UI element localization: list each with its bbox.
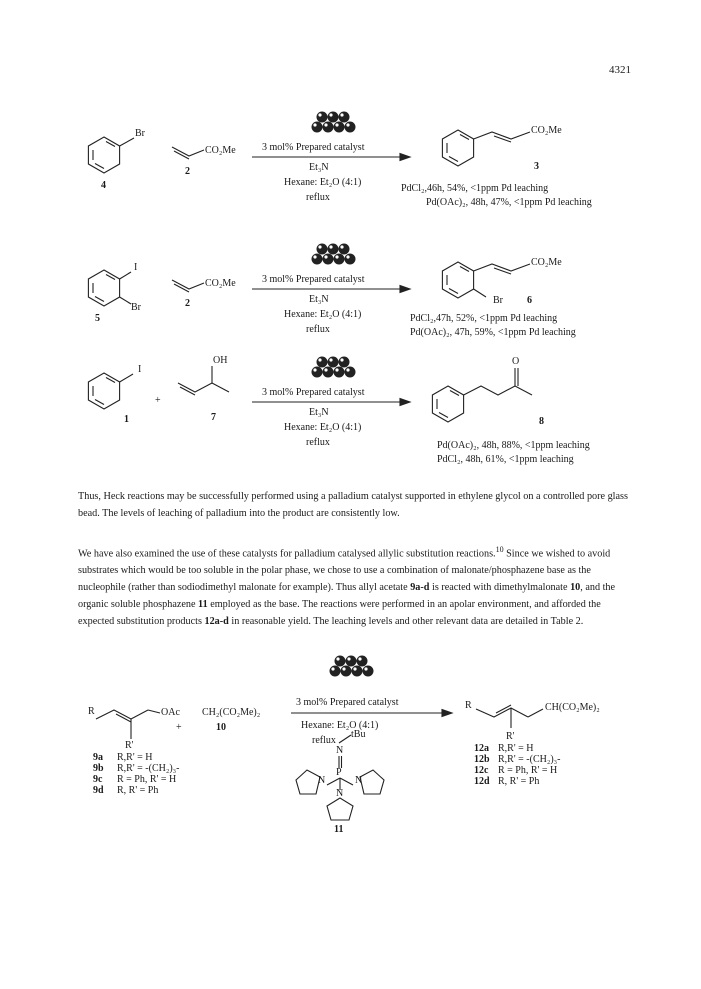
s4-reactant-desc: R,R' = -(CH₂)₃-: [117, 763, 180, 774]
s4-phosphazene-P: P: [336, 767, 342, 778]
s2-catalyst: 3 mol% Prepared catalyst: [262, 274, 365, 285]
s4-product-id: 12c: [474, 765, 489, 776]
s3-base: Et₃N: [309, 407, 329, 418]
paragraph-allylic-text: [78, 541, 628, 630]
s3-product-sub: O: [512, 356, 520, 367]
p2-b2: 10: [570, 582, 581, 594]
s2-base: Et₃N: [309, 294, 329, 305]
s4-product-id: 12b: [474, 754, 490, 765]
s1-reactant1-sub: Br: [135, 128, 145, 139]
s1-solvent: Hexane: Et₂O (4:1): [284, 177, 362, 188]
paragraph-allylic: [78, 541, 628, 630]
s3-reactant1-label: 1: [124, 414, 129, 425]
s4-product-id: 12a: [474, 743, 489, 754]
s3-reactant2-sub: OH: [213, 355, 228, 366]
s2-result2: Pd(OAc)₂, 47h, 59%, <1ppm Pd leaching: [410, 327, 576, 338]
p2-part4: , and the organic soluble phosphazene: [78, 582, 616, 611]
paragraph-heck-text: Thus, Heck reactions may be successfully performed using a palladium catalyst supported in ethylene glycol on a controlled pore glass bead. The levels of leaching of palladium into the product are consistently low.: [78, 491, 628, 519]
s2-solvent: Hexane: Et₂O (4:1): [284, 309, 362, 320]
s4-reactant-desc: R,R' = H: [117, 752, 153, 763]
s4-product-row: [474, 743, 560, 754]
s4-reactant-row: [93, 774, 179, 785]
s3-plus: +: [155, 395, 161, 406]
s4-reactant-id: 9b: [93, 763, 104, 774]
s3-product-label: 8: [539, 416, 544, 427]
s3-result2: PdCl₂, 48h, 61%, <1ppm leaching: [437, 454, 574, 465]
s1-conditions: reflux: [306, 192, 330, 203]
s4-phosphazene-N-right: N: [355, 775, 363, 786]
s4-product-Rp: R': [506, 731, 515, 742]
s4-base-label: 11: [334, 824, 344, 835]
s3-catalyst: 3 mol% Prepared catalyst: [262, 387, 365, 398]
s4-phosphazene-N-left: N: [318, 775, 326, 786]
s4-product-desc: R = Ph, R' = H: [498, 765, 558, 776]
s1-base: Et₃N: [309, 162, 329, 173]
s4-reactant-Rp: R': [125, 740, 134, 751]
s3-reactant2-label: 7: [211, 412, 216, 423]
s4-reactant-desc: R, R' = Ph: [117, 785, 159, 796]
s4-reactant-id: 9a: [93, 752, 103, 763]
p2-ref: 10: [495, 545, 504, 554]
s2-reactant2: CO₂Me: [205, 278, 236, 289]
s4-conditions: reflux: [312, 735, 336, 746]
paragraph-heck: [78, 488, 628, 522]
s4-reactant-R: R: [88, 706, 95, 717]
s2-product-label: 6: [527, 295, 532, 306]
s4-reactant-row: [93, 752, 179, 763]
s4-reactant-row: [93, 763, 179, 774]
s3-solvent: Hexane: Et₂O (4:1): [284, 422, 362, 433]
s4-phosphazene-N-bottom: N: [336, 788, 344, 799]
s4-product-list: [474, 743, 560, 787]
p2-part6: in reasonable yield. The leaching levels and other relevant data are detailed in Table 2.: [228, 616, 584, 628]
s4-catalyst: 3 mol% Prepared catalyst: [296, 697, 399, 708]
s1-product-sub: CO₂Me: [531, 125, 562, 136]
s1-result1: PdCl₂,46h, 54%, <1ppm Pd leaching: [401, 183, 549, 194]
s1-reactant2-label: 2: [185, 166, 190, 177]
s4-malonate: CH₂(CO₂Me)₂: [202, 707, 261, 718]
s4-reactant-OAc: OAc: [161, 707, 180, 718]
s4-reactant-list: [93, 752, 179, 796]
p2-part5: employed as the base. The reactions were performed in an apolar environment, and afforded the expected substitution products: [78, 599, 601, 628]
s4-product-desc: R, R' = Ph: [498, 776, 540, 787]
s4-product-row: [474, 754, 560, 765]
s4-reactant-id: 9c: [93, 774, 103, 785]
s2-result1: PdCl₂,47h, 52%, <1ppm Pd leaching: [410, 313, 558, 324]
s4-reactant-row: [93, 785, 179, 796]
s4-product-id: 12d: [474, 776, 490, 787]
s1-reactant1-label: 4: [101, 180, 106, 191]
s2-product-sub2: Br: [493, 295, 503, 306]
s4-plus: +: [176, 722, 182, 733]
s4-reactant-desc: R = Ph, R' = H: [117, 774, 177, 785]
s1-catalyst: 3 mol% Prepared catalyst: [262, 142, 365, 153]
s4-product-desc: R,R' = H: [498, 743, 534, 754]
s2-reactant1-label: 5: [95, 313, 100, 324]
s4-phosphazene-N-top: N: [336, 745, 344, 756]
s1-product-label: 3: [534, 161, 539, 172]
s1-reactant2: CO₂Me: [205, 145, 236, 156]
s2-conditions: reflux: [306, 324, 330, 335]
s1-result2: Pd(OAc)₂, 48h, 47%, <1ppm Pd leaching: [426, 197, 592, 208]
s2-reactant1-sub2: Br: [131, 302, 141, 313]
s2-reactant2-label: 2: [185, 298, 190, 309]
s2-reactant1-sub1: I: [134, 262, 138, 273]
p2-b3: 11: [198, 599, 208, 611]
s4-product-R: R: [465, 700, 472, 711]
page-number: 4321: [609, 64, 631, 76]
s4-tBu: tBu: [351, 729, 366, 740]
s4-product-desc: R,R' = -(CH₂)₃-: [498, 754, 561, 765]
s4-reactant-id: 9d: [93, 785, 104, 796]
p2-part2: Since we wished to avoid substrates which would be too soluble in the polar phase, we chose to use a combination of malonate/phosphazene base as the nucleophile (rather than sodiodimethyl malonate for example). Thus allyl acetate: [78, 548, 611, 594]
s4-malonate-label: 10: [216, 722, 226, 733]
s4-product-row: [474, 765, 560, 776]
s2-product-sub1: CO₂Me: [531, 257, 562, 268]
s4-product-row: [474, 776, 560, 787]
s4-solvent: Hexane: Et₂O (4:1): [301, 720, 379, 731]
p2-part1: We have also examined the use of these catalysts for palladium catalysed allylic substitution reactions.: [78, 548, 496, 560]
s3-reactant1-sub: I: [138, 364, 142, 375]
p2-part3: is reacted with dimethylmalonate: [429, 582, 571, 594]
p2-b4: 12a-d: [204, 616, 229, 628]
p2-b1: 9a-d: [410, 582, 430, 594]
s3-result1: Pd(OAc)₂, 48h, 88%, <1ppm leaching: [437, 440, 590, 451]
s3-conditions: reflux: [306, 437, 330, 448]
s4-product-sub: CH(CO₂Me)₂: [545, 702, 600, 713]
